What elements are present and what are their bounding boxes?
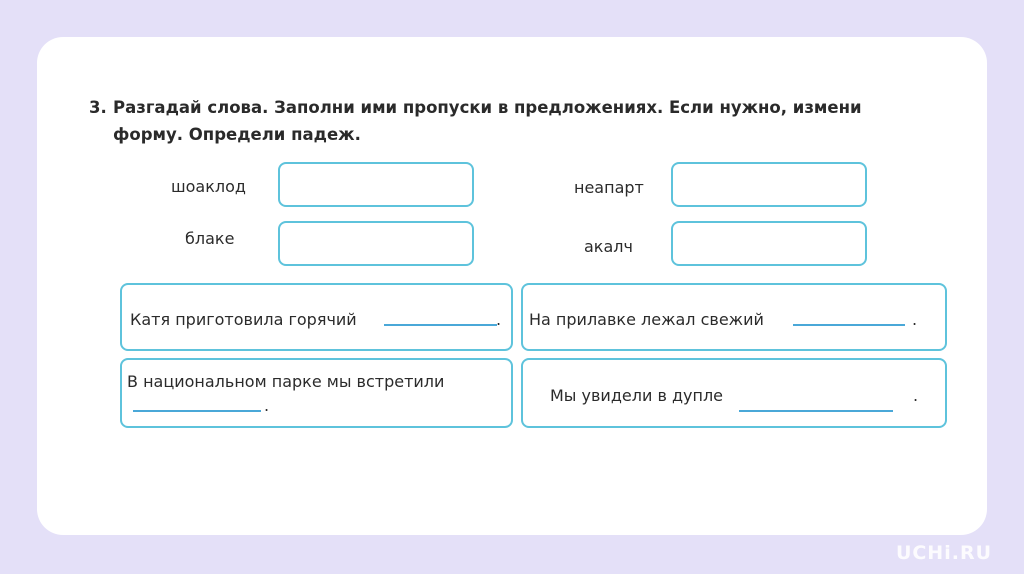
- sentence-text: На прилавке лежал свежий: [529, 310, 764, 329]
- sentence-box-1: [120, 283, 513, 351]
- scrambled-word: акалч: [584, 237, 633, 256]
- scrambled-word: блаке: [185, 229, 235, 248]
- answer-box-word-2[interactable]: [671, 162, 867, 207]
- sentence-box-3: [120, 358, 513, 428]
- sentence-blank[interactable]: [739, 398, 893, 412]
- sentence-end: .: [496, 310, 502, 329]
- sentence-blank[interactable]: [133, 398, 261, 412]
- answer-box-word-3[interactable]: [278, 221, 474, 266]
- task-instruction: [89, 94, 929, 148]
- sentence-text: Мы увидели в дупле: [550, 386, 724, 405]
- uchi-ru-logo: UCHi.RU: [895, 542, 992, 564]
- sentence-end: .: [913, 386, 919, 405]
- sentence-text: Катя приготовила горячий: [130, 310, 357, 329]
- answer-box-word-1[interactable]: [278, 162, 474, 207]
- sentence-box-4: [521, 358, 947, 428]
- sentence-box-2: [521, 283, 947, 351]
- scrambled-word: шоаклод: [171, 177, 246, 196]
- task-number: 3.: [89, 98, 107, 117]
- sentence-text: В национальном парке мы встретили: [127, 372, 445, 391]
- task-text-line2: форму. Определи падеж.: [113, 125, 361, 144]
- scrambled-word: неапарт: [574, 178, 644, 197]
- answer-box-word-4[interactable]: [671, 221, 867, 266]
- sentence-blank[interactable]: [384, 312, 497, 326]
- task-text-line1: Разгадай слова. Заполни ими пропуски в предложениях. Если нужно, измени: [113, 98, 862, 117]
- sentence-blank[interactable]: [793, 312, 905, 326]
- sentence-end: .: [264, 396, 270, 415]
- sentence-end: .: [912, 310, 918, 329]
